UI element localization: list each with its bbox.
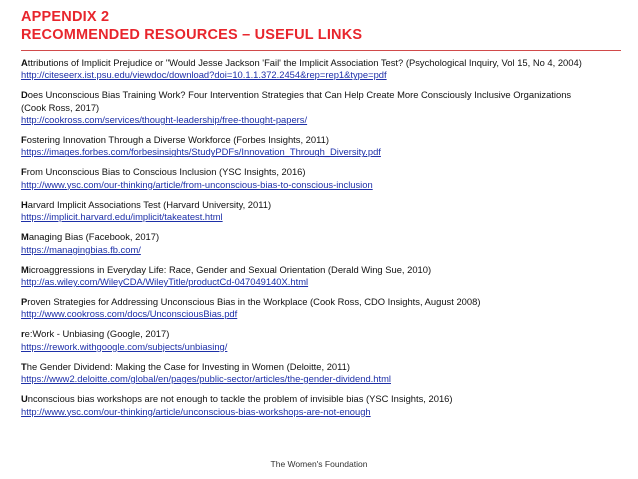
reference-link[interactable]: http://citeseerx.ist.psu.edu/viewdoc/download?doi=10.1.1.372.2454&rep=rep1&type=pdf bbox=[21, 69, 387, 81]
reference-title-text: Microaggressions in Everyday Life: Race, Gender and Sexual Orientation (Derald Wing Sue, 2010) bbox=[21, 263, 432, 275]
reference-title bbox=[21, 264, 627, 276]
reference-item bbox=[21, 89, 627, 126]
reference-item bbox=[21, 231, 627, 256]
reference-title-text: Fostering Innovation Through a Diverse Workforce (Forbes Insights, 2011) bbox=[21, 134, 329, 146]
reference-title-continued: (Cook Ross, 2017) bbox=[21, 101, 100, 113]
reference-link[interactable]: https://managingbias.fb.com/ bbox=[21, 243, 141, 255]
reference-title bbox=[21, 393, 627, 405]
reference-title bbox=[21, 361, 627, 373]
reference-item bbox=[21, 296, 627, 321]
reference-title-text: Proven Strategies for Addressing Unconscious Bias in the Workplace (Cook Ross, CDO Insights, August 2008) bbox=[21, 296, 481, 308]
reference-link[interactable]: https://www2.deloitte.com/global/en/pages/public-sector/articles/the-gender-dividend.html bbox=[21, 373, 391, 385]
reference-link[interactable]: https://implicit.harvard.edu/implicit/takeatest.html bbox=[21, 211, 223, 223]
reference-item bbox=[21, 199, 627, 224]
reference-title-text: Attributions of Implicit Prejudice or "Would Jesse Jackson 'Fail' the Implicit Association Test? (Psychological Inquiry, Vol 15, No 4, 2004) bbox=[21, 57, 582, 68]
reference-title-text: re:Work - Unbiasing (Google, 2017) bbox=[21, 328, 170, 340]
reference-title bbox=[21, 296, 627, 308]
reference-list bbox=[21, 57, 627, 426]
reference-title bbox=[21, 199, 627, 211]
reference-title-text: Managing Bias (Facebook, 2017) bbox=[21, 231, 160, 243]
reference-title bbox=[21, 57, 627, 69]
reference-item bbox=[21, 264, 627, 289]
reference-item bbox=[21, 166, 627, 191]
page-footer: The Women's Foundation bbox=[270, 459, 368, 469]
reference-title bbox=[21, 89, 627, 114]
reference-item bbox=[21, 361, 627, 386]
reference-item bbox=[21, 57, 627, 82]
reference-title-text: From Unconscious Bias to Conscious Inclusion (YSC Insights, 2016) bbox=[21, 166, 306, 178]
reference-link[interactable]: http://www.ysc.com/our-thinking/article/from-unconscious-bias-to-conscious-inclusion bbox=[21, 178, 373, 190]
reference-title-text: Unconscious bias workshops are not enough to tackle the problem of invisible bias (YSC Insights, 2016) bbox=[21, 393, 453, 405]
reference-link[interactable]: http://as.wiley.com/WileyCDA/WileyTitle/productCd-047049140X.html bbox=[21, 275, 309, 287]
reference-link[interactable]: http://cookross.com/services/thought-leadership/free-thought-papers/ bbox=[21, 113, 308, 125]
reference-link[interactable]: https://rework.withgoogle.com/subjects/unbiasing/ bbox=[21, 340, 228, 352]
reference-title-text: The Gender Dividend: Making the Case for Investing in Women (Deloitte, 2011) bbox=[21, 360, 350, 372]
section-title: RECOMMENDED RESOURCES – USEFUL LINKS bbox=[21, 27, 363, 43]
reference-item bbox=[21, 393, 627, 418]
appendix-label: APPENDIX 2 bbox=[21, 9, 110, 25]
reference-link[interactable]: http://www.cookross.com/docs/UnconsciousBias.pdf bbox=[21, 308, 238, 320]
reference-link[interactable]: http://www.ysc.com/our-thinking/article/unconscious-bias-workshops-are-not-enough bbox=[21, 405, 371, 417]
reference-title-text: Harvard Implicit Associations Test (Harvard University, 2011) bbox=[21, 198, 272, 210]
reference-title bbox=[21, 134, 627, 146]
reference-item bbox=[21, 134, 627, 159]
title-divider bbox=[21, 50, 621, 51]
reference-title bbox=[21, 166, 627, 178]
reference-link[interactable]: https://images.forbes.com/forbesinsights/StudyPDFs/Innovation_Through_Diversity.pdf bbox=[21, 146, 381, 158]
reference-title-text: Does Unconscious Bias Training Work? Four Intervention Strategies that Can Help Create More Consciously Inclusive Organizations bbox=[21, 89, 572, 101]
reference-title bbox=[21, 328, 627, 340]
reference-item bbox=[21, 328, 627, 353]
reference-title bbox=[21, 231, 627, 243]
